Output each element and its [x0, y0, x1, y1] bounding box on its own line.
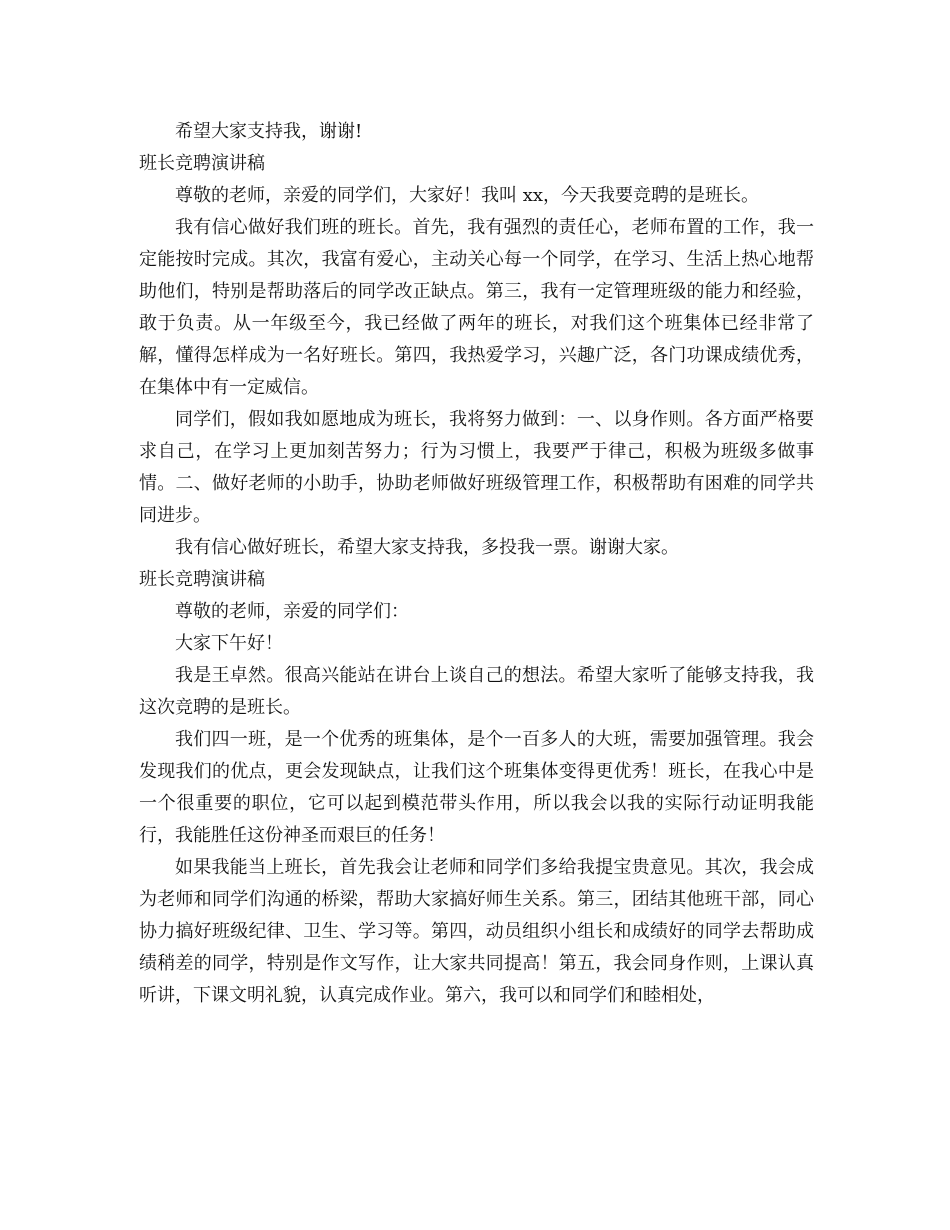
speech-title: 班长竞聘演讲稿	[139, 153, 265, 174]
greeting-paragraph: 尊敬的老师，亲爱的同学们，大家好！我叫 xx，今天我要竞聘的是班长。	[175, 185, 760, 206]
body-paragraph: 我们四一班，是一个优秀的班集体，是个一百多人的大班，需要加强管理。我会发现我们的优点，更会发现缺点，让我们这个班集体变得更优秀！班长，在我心中是一个很重要的职位，它可以起到模范带头作用，所以我会以我的实际行动证明我能行，我能胜任这份神圣而艰巨的任务！	[139, 729, 814, 846]
body-paragraph: 我有信心做好我们班的班长。首先，我有强烈的责任心，老师布置的工作，我一定能按时完成。其次，我富有爱心，主动关心每一个同学，在学习、生活上热心地帮助他们，特别是帮助落后的同学改正缺点。第三，我有一定管理班级的能力和经验，敢于负责。从一年级至今，我已经做了两年的班长，对我们这个班集体已经非常了解，懂得怎样成为一名好班长。第四，我热爱学习，兴趣广泛，各门功课成绩优秀，在集体中有一定威信。	[139, 217, 814, 398]
closing-paragraph: 我有信心做好班长，希望大家支持我，多投我一票。谢谢大家。	[175, 537, 679, 558]
body-paragraph: 同学们，假如我如愿地成为班长，我将努力做到：一、以身作则。各方面严格要求自己，在学习上更加刻苦努力；行为习惯上，我要严于律己，积极为班级多做事情。二、做好老师的小助手，协助老师做好班级管理工作，积极帮助有困难的同学共同进步。	[139, 409, 814, 526]
speech-text	[139, 116, 814, 1012]
body-paragraph: 我是王卓然。很高兴能站在讲台上谈自己的想法。希望大家听了能够支持我，我这次竞聘的是班长。	[139, 665, 814, 718]
body-paragraph: 如果我能当上班长，首先我会让老师和同学们多给我提宝贵意见。其次，我会成为老师和同学们沟通的桥梁，帮助大家搞好师生关系。第三，团结其他班干部，同心协力搞好班级纪律、卫生、学习等。第四，动员组织小组长和成绩好的同学去帮助成绩稍差的同学，特别是作文写作，让大家共同提高！第五，我会同身作则，上课认真听讲，下课文明礼貌，认真完成作业。第六，我可以和同学们和睦相处，	[139, 857, 814, 1006]
greeting-paragraph: 大家下午好！	[175, 633, 283, 654]
closing-paragraph: 希望大家支持我，谢谢!	[175, 121, 363, 142]
salutation-paragraph: 尊敬的老师，亲爱的同学们：	[175, 601, 409, 622]
speech-title: 班长竞聘演讲稿	[139, 569, 265, 590]
